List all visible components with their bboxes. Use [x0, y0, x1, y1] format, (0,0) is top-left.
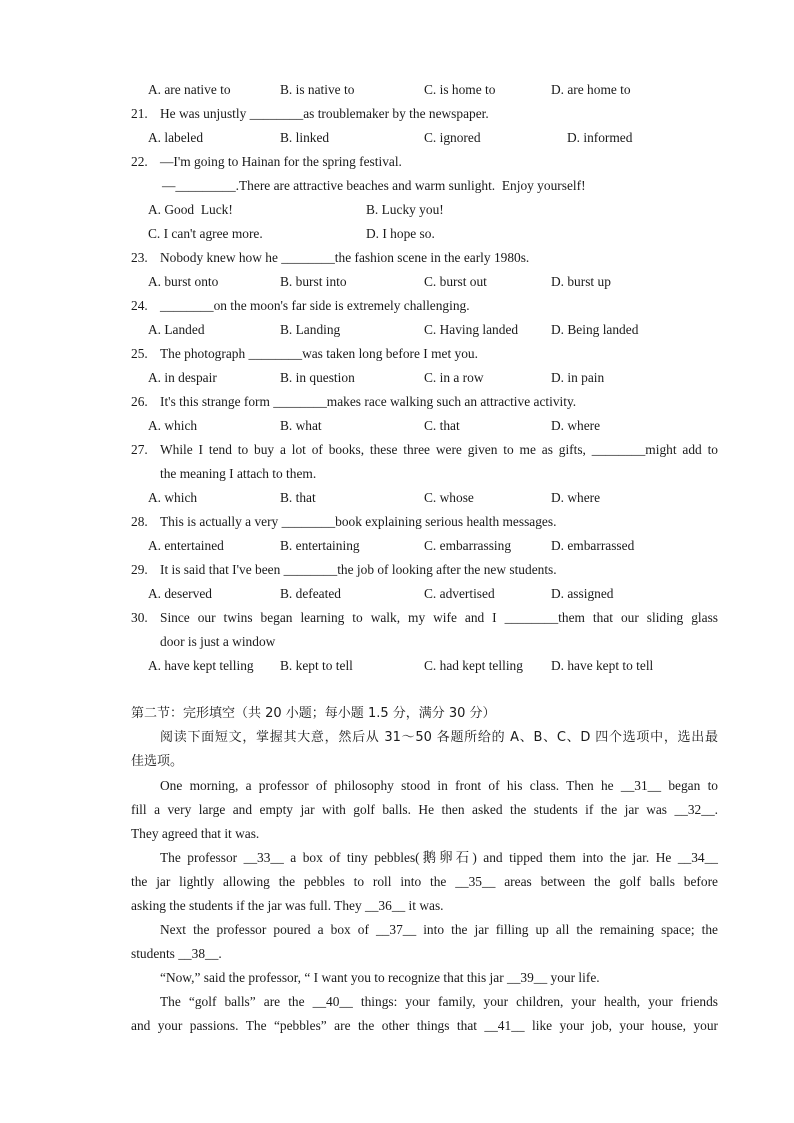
q22-option-b: B. Lucky you!: [366, 202, 444, 217]
q26-option-b: B. what: [280, 418, 322, 433]
q27-option-a: A. which: [148, 490, 198, 505]
q24-stem: ________on the moon's far side is extremely challenging.: [160, 298, 470, 313]
q23-option-c: C. burst out: [424, 274, 487, 289]
section-instruction-continued: 佳选项。: [131, 754, 184, 769]
q26-number: 26.: [131, 394, 148, 409]
q22-option-c: C. I can't agree more.: [148, 226, 263, 241]
q30-stem: Since our twins began learning to walk, my wife and I ________them that our sliding glass: [160, 610, 718, 625]
passage-line-6: asking the students if the jar was full. They __36__ it was.: [131, 898, 444, 913]
passage-line-4: The professor __33__ a box of tiny pebbles(鹅卵石) and tipped them into the jar. He __34__: [160, 850, 718, 865]
q30-option-b: B. kept to tell: [280, 658, 353, 673]
q21-option-a: A. labeled: [148, 130, 204, 145]
q21-stem: He was unjustly ________as troublemaker by the newspaper.: [160, 106, 489, 121]
q26-stem: It's this strange form ________makes race walking such an attractive activity.: [160, 394, 577, 409]
q25-option-d: D. in pain: [551, 370, 605, 385]
passage-line-8: students __38__.: [131, 946, 222, 961]
q22-stem: —I'm going to Hainan for the spring festival.: [160, 154, 402, 169]
passage-line-7: Next the professor poured a box of __37__ into the jar filling up all the remaining space; the: [160, 922, 718, 937]
q22-option-d: D. I hope so.: [366, 226, 435, 241]
passage-line-10: The “golf balls” are the __40__ things: your family, your children, your health, your friends: [160, 994, 718, 1009]
q25-number: 25.: [131, 346, 148, 361]
q20-option-b: B. is native to: [280, 82, 355, 97]
q27-option-c: C. whose: [424, 490, 474, 505]
q23-stem: Nobody knew how he ________the fashion scene in the early 1980s.: [160, 250, 530, 265]
passage-line-2: fill a very large and empty jar with golf balls. He then asked the students if the jar was __32__.: [131, 802, 718, 817]
q23-option-b: B. burst into: [280, 274, 347, 289]
q22-number: 22.: [131, 154, 148, 169]
q27-number: 27.: [131, 442, 148, 457]
q30-option-c: C. had kept telling: [424, 658, 523, 673]
q27-option-b: B. that: [280, 490, 316, 505]
q25-option-a: A. in despair: [148, 370, 217, 385]
q29-option-c: C. advertised: [424, 586, 495, 601]
q29-number: 29.: [131, 562, 148, 577]
q26-option-c: C. that: [424, 418, 460, 433]
q20-option-d: D. are home to: [551, 82, 631, 97]
q29-stem: It is said that I've been ________the job of looking after the new students.: [160, 562, 557, 577]
q28-option-a: A. entertained: [148, 538, 224, 553]
q29-option-b: B. defeated: [280, 586, 341, 601]
q30-option-d: D. have kept to tell: [551, 658, 654, 673]
passage-line-9: “Now,” said the professor, “ I want you to recognize that this jar __39__ your life.: [160, 970, 600, 985]
q21-option-b: B. linked: [280, 130, 330, 145]
q24-option-c: C. Having landed: [424, 322, 519, 337]
q22-stem-reply: —_________.There are attractive beaches and warm sunlight. Enjoy yourself!: [162, 178, 586, 193]
passage-line-3: They agreed that it was.: [131, 826, 260, 841]
q30-stem-continued: door is just a window: [160, 634, 276, 649]
q25-stem: The photograph ________was taken long before I met you.: [160, 346, 478, 361]
section-heading: 第二节：完形填空（共 20 小题；每小题 1.5 分，满分 30 分）: [131, 706, 496, 721]
q21-option-d: D. informed: [567, 130, 633, 145]
q25-option-c: C. in a row: [424, 370, 484, 385]
q20-option-c: C. is home to: [424, 82, 496, 97]
q27-option-d: D. where: [551, 490, 601, 505]
q28-option-c: C. embarrassing: [424, 538, 512, 553]
section-instruction: 阅读下面短文，掌握其大意，然后从 31～50 各题所给的 A、B、C、D 四个选项中，选出最: [160, 730, 718, 745]
q27-stem-continued: the meaning I attach to them.: [160, 466, 317, 481]
passage-line-11: and your passions. The “pebbles” are the other things that __41__ like your job, your house, your: [131, 1018, 718, 1033]
q27-stem: While I tend to buy a lot of books, these three were given to me as gifts, ________might add to: [160, 442, 718, 457]
q23-number: 23.: [131, 250, 148, 265]
passage-line-1: One morning, a professor of philosophy stood in front of his class. Then he __31__ began to: [160, 778, 718, 793]
q24-option-d: D. Being landed: [551, 322, 639, 337]
q30-option-a: A. have kept telling: [148, 658, 254, 673]
q20-option-a: A. are native to: [148, 82, 231, 97]
q30-number: 30.: [131, 610, 148, 625]
q22-option-a: A. Good Luck!: [148, 202, 233, 217]
q21-option-c: C. ignored: [424, 130, 481, 145]
q28-stem: This is actually a very ________book explaining serious health messages.: [160, 514, 557, 529]
q28-option-b: B. entertaining: [280, 538, 360, 553]
q21-number: 21.: [131, 106, 148, 121]
q26-option-d: D. where: [551, 418, 601, 433]
q24-option-a: A. Landed: [148, 322, 205, 337]
q25-option-b: B. in question: [280, 370, 355, 385]
q23-option-a: A. burst onto: [148, 274, 219, 289]
q29-option-a: A. deserved: [148, 586, 212, 601]
q26-option-a: A. which: [148, 418, 198, 433]
q29-option-d: D. assigned: [551, 586, 614, 601]
q28-option-d: D. embarrassed: [551, 538, 635, 553]
passage-line-5: the jar lightly allowing the pebbles to roll into the __35__ areas between the golf balls before: [131, 874, 718, 889]
q28-number: 28.: [131, 514, 148, 529]
q24-number: 24.: [131, 298, 148, 313]
q23-option-d: D. burst up: [551, 274, 611, 289]
q24-option-b: B. Landing: [280, 322, 341, 337]
